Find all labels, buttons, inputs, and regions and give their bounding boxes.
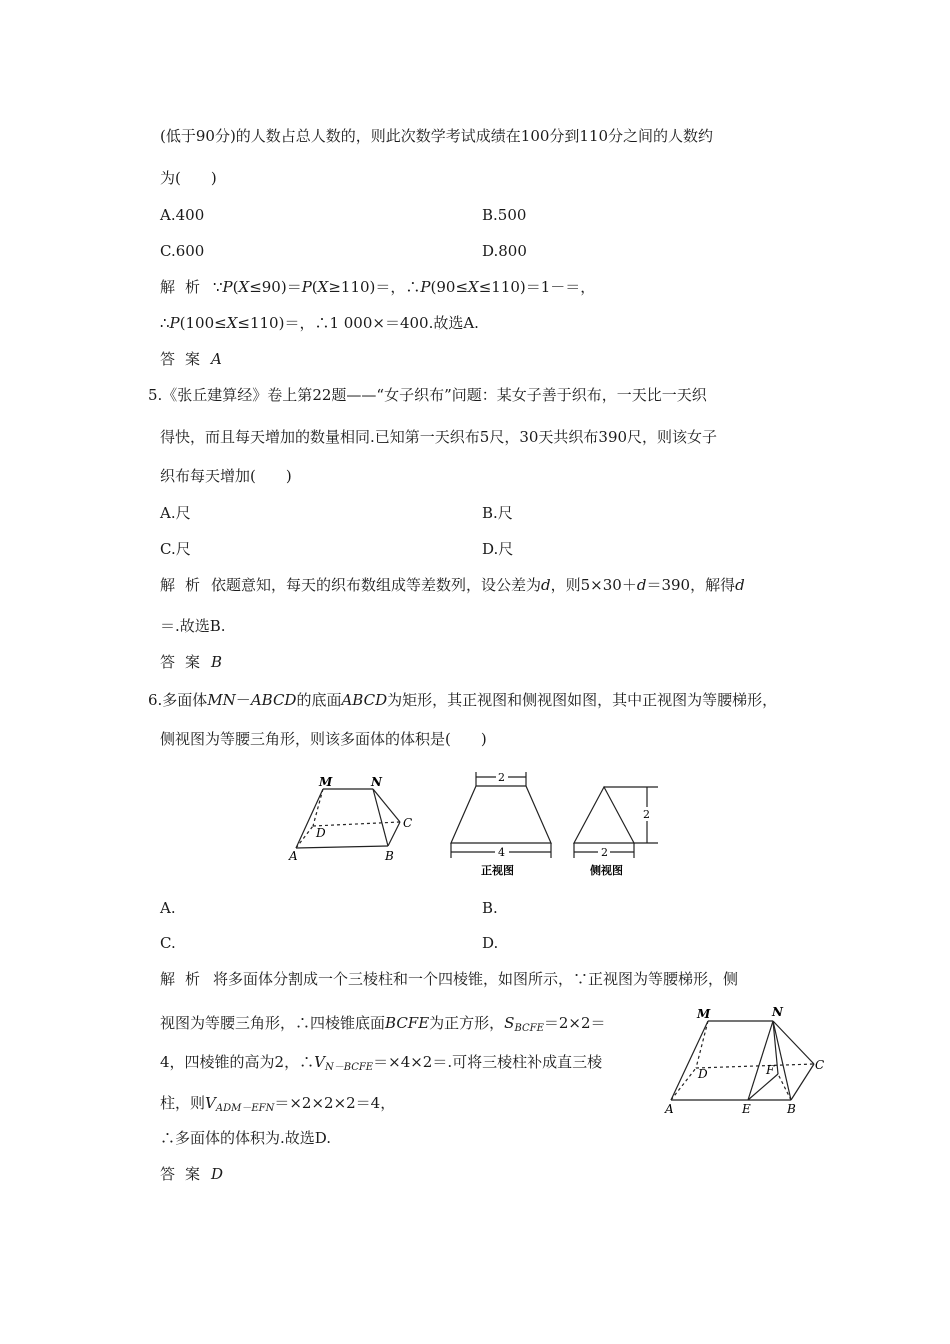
side-bottom-dim: 2	[601, 846, 608, 859]
q5-stem-line1: 5.《张丘建算经》卷上第22题——“女子织布”问题：某女子善于织布，一天比一天织	[148, 386, 707, 404]
q4-analysis-label: 解析	[160, 278, 211, 296]
split-solid-diagram	[671, 1021, 814, 1100]
split-label-a: A	[665, 1102, 674, 1116]
q5-stem-line3: 织布每天增加( )	[160, 467, 292, 485]
q4-option-c: C.600	[160, 242, 205, 260]
q6-answer-label: 答案	[160, 1165, 211, 1183]
q5-option-a: A.尺	[160, 504, 191, 522]
front-caption: 正视图	[481, 864, 514, 877]
side-caption: 侧视图	[590, 864, 623, 877]
solid-label-c: C	[403, 816, 413, 830]
split-label-m: M	[697, 1007, 711, 1021]
solid-label-a: A	[289, 849, 298, 863]
q4-analysis-line2: ∴P(100≤X≤110)＝，∴1 000×＝400.故选A.	[160, 314, 479, 332]
q4-option-a: A.400	[160, 206, 205, 224]
q6-stem-line2: 侧视图为等腰三角形，则该多面体的体积是( )	[160, 730, 487, 748]
q5-option-b: B.尺	[482, 504, 513, 522]
q6-option-a: A.	[160, 899, 176, 917]
q6-answer: D	[211, 1165, 224, 1183]
q4-option-b: B.500	[482, 206, 527, 224]
front-bottom-dim: 4	[498, 846, 505, 859]
q6-analysis-line3: 4，四棱锥的高为2，$\therefore V_{N-BCFE}=\times 4\times 2=$.可将三棱柱补成直三棱	[160, 1053, 603, 1073]
split-label-n: N	[772, 1005, 783, 1019]
q6-stem-line1: 6.多面体MN－ABCD的底面ABCD为矩形，其正视图和侧视图如图，其中正视图为等腰梯形，	[148, 691, 778, 709]
q5-answer-label: 答案	[160, 653, 211, 671]
q4-option-d: D.800	[482, 242, 527, 260]
q6-analysis-line2: 视图为等腰三角形，∴四棱锥底面BCFE为正方形，$S_{BCFE}=2\times 2=$	[160, 1014, 606, 1034]
q6-analysis-label: 解析	[160, 970, 211, 988]
q5-option-d: D.尺	[482, 540, 514, 558]
split-label-f: F	[766, 1063, 775, 1077]
split-label-e: E	[742, 1102, 751, 1116]
q5-option-c: C.尺	[160, 540, 191, 558]
split-label-b: B	[787, 1102, 796, 1116]
q4-stem-line1: (低于90分)的人数占总人数的，则此次数学考试成绩在100分到110分之间的人数约	[160, 127, 714, 145]
q5-analysis-line1: 依题意知，每天的织布数组成等差数列，设公差为d，则5×30＋d＝390，解得d	[211, 576, 745, 594]
solid-label-d: D	[316, 826, 326, 840]
q6-option-b: B.	[482, 899, 498, 917]
split-label-c: C	[815, 1058, 825, 1072]
front-top-dim: 2	[498, 771, 505, 784]
split-label-d: D	[698, 1067, 708, 1081]
q4-answer-label: 答案	[160, 350, 211, 368]
solid-label-n: N	[371, 775, 382, 789]
q5-answer: B	[211, 653, 223, 671]
side-height-dim: 2	[643, 808, 650, 821]
q4-analysis-line1: ∵P(X≤90)＝P(X≥110)＝，∴P(90≤X≤110)＝1－＝，	[213, 278, 596, 296]
q6-option-d: D.	[482, 934, 499, 952]
q6-option-c: C.	[160, 934, 176, 952]
q5-analysis-label: 解析	[160, 576, 211, 594]
q4-stem-line2: 为( )	[160, 169, 217, 187]
solid-label-m: M	[319, 775, 333, 789]
q6-analysis-line4: 柱，则$V_{ADM-EFN}=\times 2\times 2\times 2=4$，	[160, 1094, 396, 1114]
q5-stem-line2: 得快，而且每天增加的数量相同.已知第一天织布5尺，30天共织布390尺，则该女子	[160, 428, 718, 446]
solid-label-b: B	[385, 849, 394, 863]
q6-analysis-line1: 将多面体分割成一个三棱柱和一个四棱锥，如图所示，∵正视图为等腰梯形，侧	[213, 970, 739, 988]
q6-analysis-line5: ∴多面体的体积为.故选D.	[160, 1129, 332, 1147]
q5-analysis-line2: ＝.故选B.	[160, 617, 226, 635]
q4-answer: A	[211, 350, 222, 368]
